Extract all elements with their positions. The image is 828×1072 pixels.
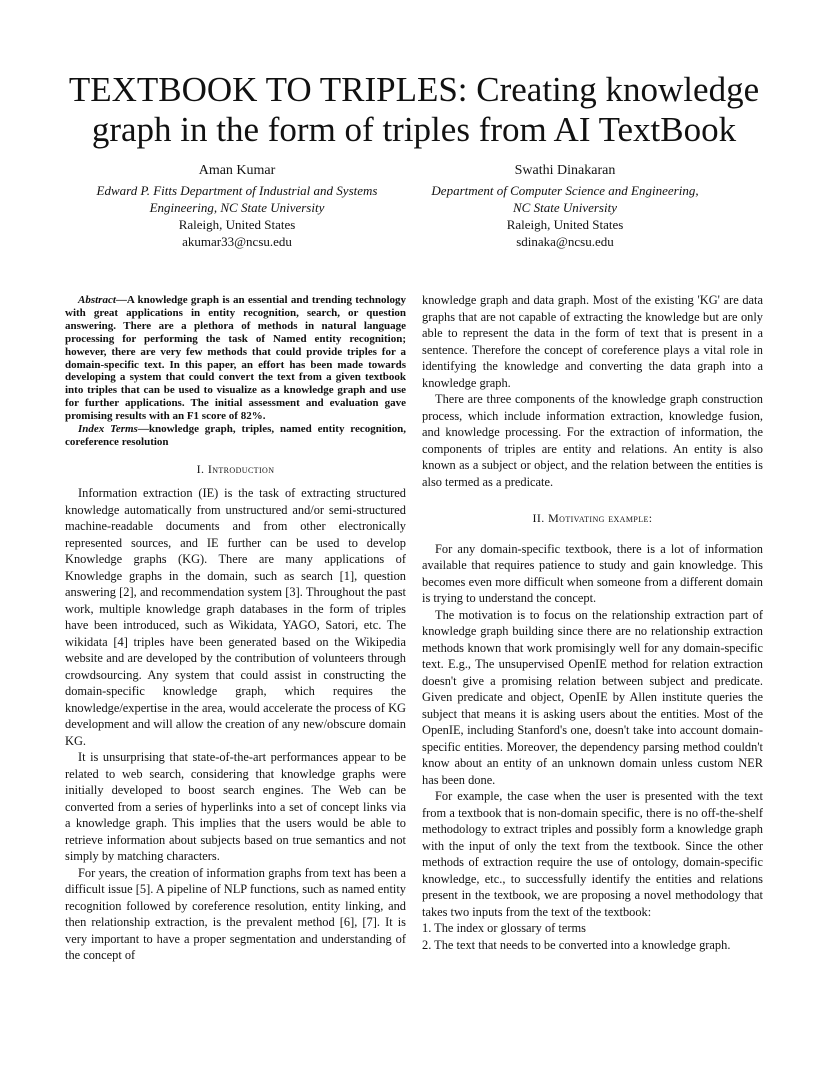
author-affiliation: Department of Computer Science and Engineering, [431, 183, 699, 198]
title-line-2: graph in the form of triples from AI TextBook [91, 110, 737, 149]
body-paragraph: For years, the creation of information graphs from text has been a difficult issue [5]. A pipeline of NLP functions, such as named entity recognition followed by coreference resolution, entity linking, and then relationship extraction, is the prevalent method [6], [7]. It is very important to have a proper segmentation and understanding of the concept of [65, 865, 406, 963]
title-line-1: TEXTBOOK TO TRIPLES: Creating knowledge [68, 70, 760, 109]
body-paragraph: It is unsurprising that state-of-the-art performances appear to be related to web search, considering that knowledge graphs were initially developed to boost search engines. The Web can be converted from a series of hyperlinks into a set of concept links via a knowledge graph. This implies that the users would be able to retrieve information about subjects based on true semantics and not simply by matching characters. [65, 750, 406, 864]
author-name: Swathi Dinakaran [514, 163, 616, 178]
section-heading-motivating-example [422, 510, 763, 527]
abstract-label: Abstract [78, 294, 116, 306]
index-terms-label: Index Terms [78, 423, 138, 436]
author-city: Raleigh, United States [506, 217, 624, 232]
body-paragraph: knowledge graph and data graph. Most of the existing 'KG' are data graphs that are not capable of extracting the knowledge but are only able to represent the data in the form of text that is present in a sentence. Therefore the concept of coreference plays a vital role in identifying the knowledge and converting the data graph into a knowledge graph. [422, 293, 763, 390]
right-column [422, 292, 763, 953]
author-block-1 [72, 162, 402, 250]
section-heading-introduction [65, 461, 406, 478]
left-column [65, 294, 406, 964]
section-number: I. [196, 461, 205, 476]
author-city: Raleigh, United States [178, 217, 296, 232]
author-affiliation: Engineering, NC State University [149, 200, 325, 215]
list-item: 2. The text that needs to be converted into a knowledge graph. [422, 937, 731, 952]
body-paragraph: For any domain-specific textbook, there is a lot of information available that requires patience to study and gain knowledge. This becomes even more difficult when someone from a different domain is trying to understand the concept. [422, 541, 763, 605]
index-terms-text: —knowledge graph, triples, named entity recognition, coreference resolution [65, 423, 407, 448]
author-affiliation: Edward P. Fitts Department of Industrial and Systems [96, 183, 378, 198]
author-block-2 [400, 162, 730, 250]
body-paragraph: Information extraction (IE) is the task of extracting structured knowledge automatically from unstructured and/or semi-structured machine-readable documents and from other electronically represented sources, and IE further can be used to develop Knowledge graphs (KG). There are many applications of Knowledge graphs in the domain, such as search [1], question answering [2], and recommendation system [3]. Throughout the past work, multiple knowledge graph databases in the form of triples have been introduced, such as Wikidata, YAGO, Satori, etc. The wikidata [4] triples have been generated based on the Wikipedia website and are developed by the contribution of volunteers through crowdsourcing. Any system that could assist in constructing the domain-specific knowledge graph, which requires the knowledge/expertise in the area, would accelerate the process of KG development and will allow the creation of any new/obscure domain KG. [65, 486, 406, 748]
paper-title [40, 70, 788, 150]
body-paragraph: For example, the case when the user is presented with the text from a textbook that is non-domain specific, there is no off-the-shelf methodology to extract triples and possibly form a knowledge graph with the input of only the text from the textbook. Since the other methods of extraction require the use of ontology, domain-specific knowledge, etc., to successfully identify the entities and relations present in the textbook, we are proposing a novel methodology that takes two inputs from the text of the textbook: [422, 789, 763, 919]
author-name: Aman Kumar [198, 163, 276, 178]
body-paragraph: There are three components of the knowledge graph construction process, which include information extraction, knowledge fusion, and knowledge processing. For the extraction of information, the components of triples are entity and relations. An entity is also known as a subject or object, and the relation between the entities is also termed as a predicate. [422, 392, 763, 489]
section-title: Introduction [207, 461, 275, 476]
author-email: sdinaka@ncsu.edu [516, 234, 614, 249]
author-affiliation: NC State University [513, 200, 617, 215]
input-list [422, 920, 763, 953]
abstract [65, 294, 406, 449]
abstract-text: —A knowledge graph is an essential and trending technology with great applications in entity recognition, search, or question answering. There are a plethora of methods in natural language processing for performing the task of Named entity recognition; however, there are very few methods that could provide triples for a domain-specific text. In this paper, an effort has been made towards developing a system that could convert the text from a given textbook into triples that can be used to visualize as a knowledge graph and use for further applications. The initial assessment and evaluation gave promising results with an F1 score of 82%. [65, 294, 406, 423]
body-paragraph: The motivation is to focus on the relationship extraction part of knowledge graph building since there are no relationship extraction methods known that work promisingly well for any domain-specific text. E.g., The unsupervised OpenIE method for relation extraction doesn't give a promising relation between subject and predicate. Given predicate and object, OpenIE by Allen institute queries the subject that means it is asking users about the entities. Most of the OpenIE, including Stanford's one, doesn't take into account domain-specific entities. Moreover, the dependency parsing method couldn't know about an entity of an unknown domain unless custom NER has been done. [422, 607, 763, 787]
list-item: 1. The index or glossary of terms [422, 921, 586, 935]
section-number: II. [532, 511, 545, 525]
section-title: Motivating example: [548, 511, 653, 525]
author-email: akumar33@ncsu.edu [182, 234, 292, 249]
